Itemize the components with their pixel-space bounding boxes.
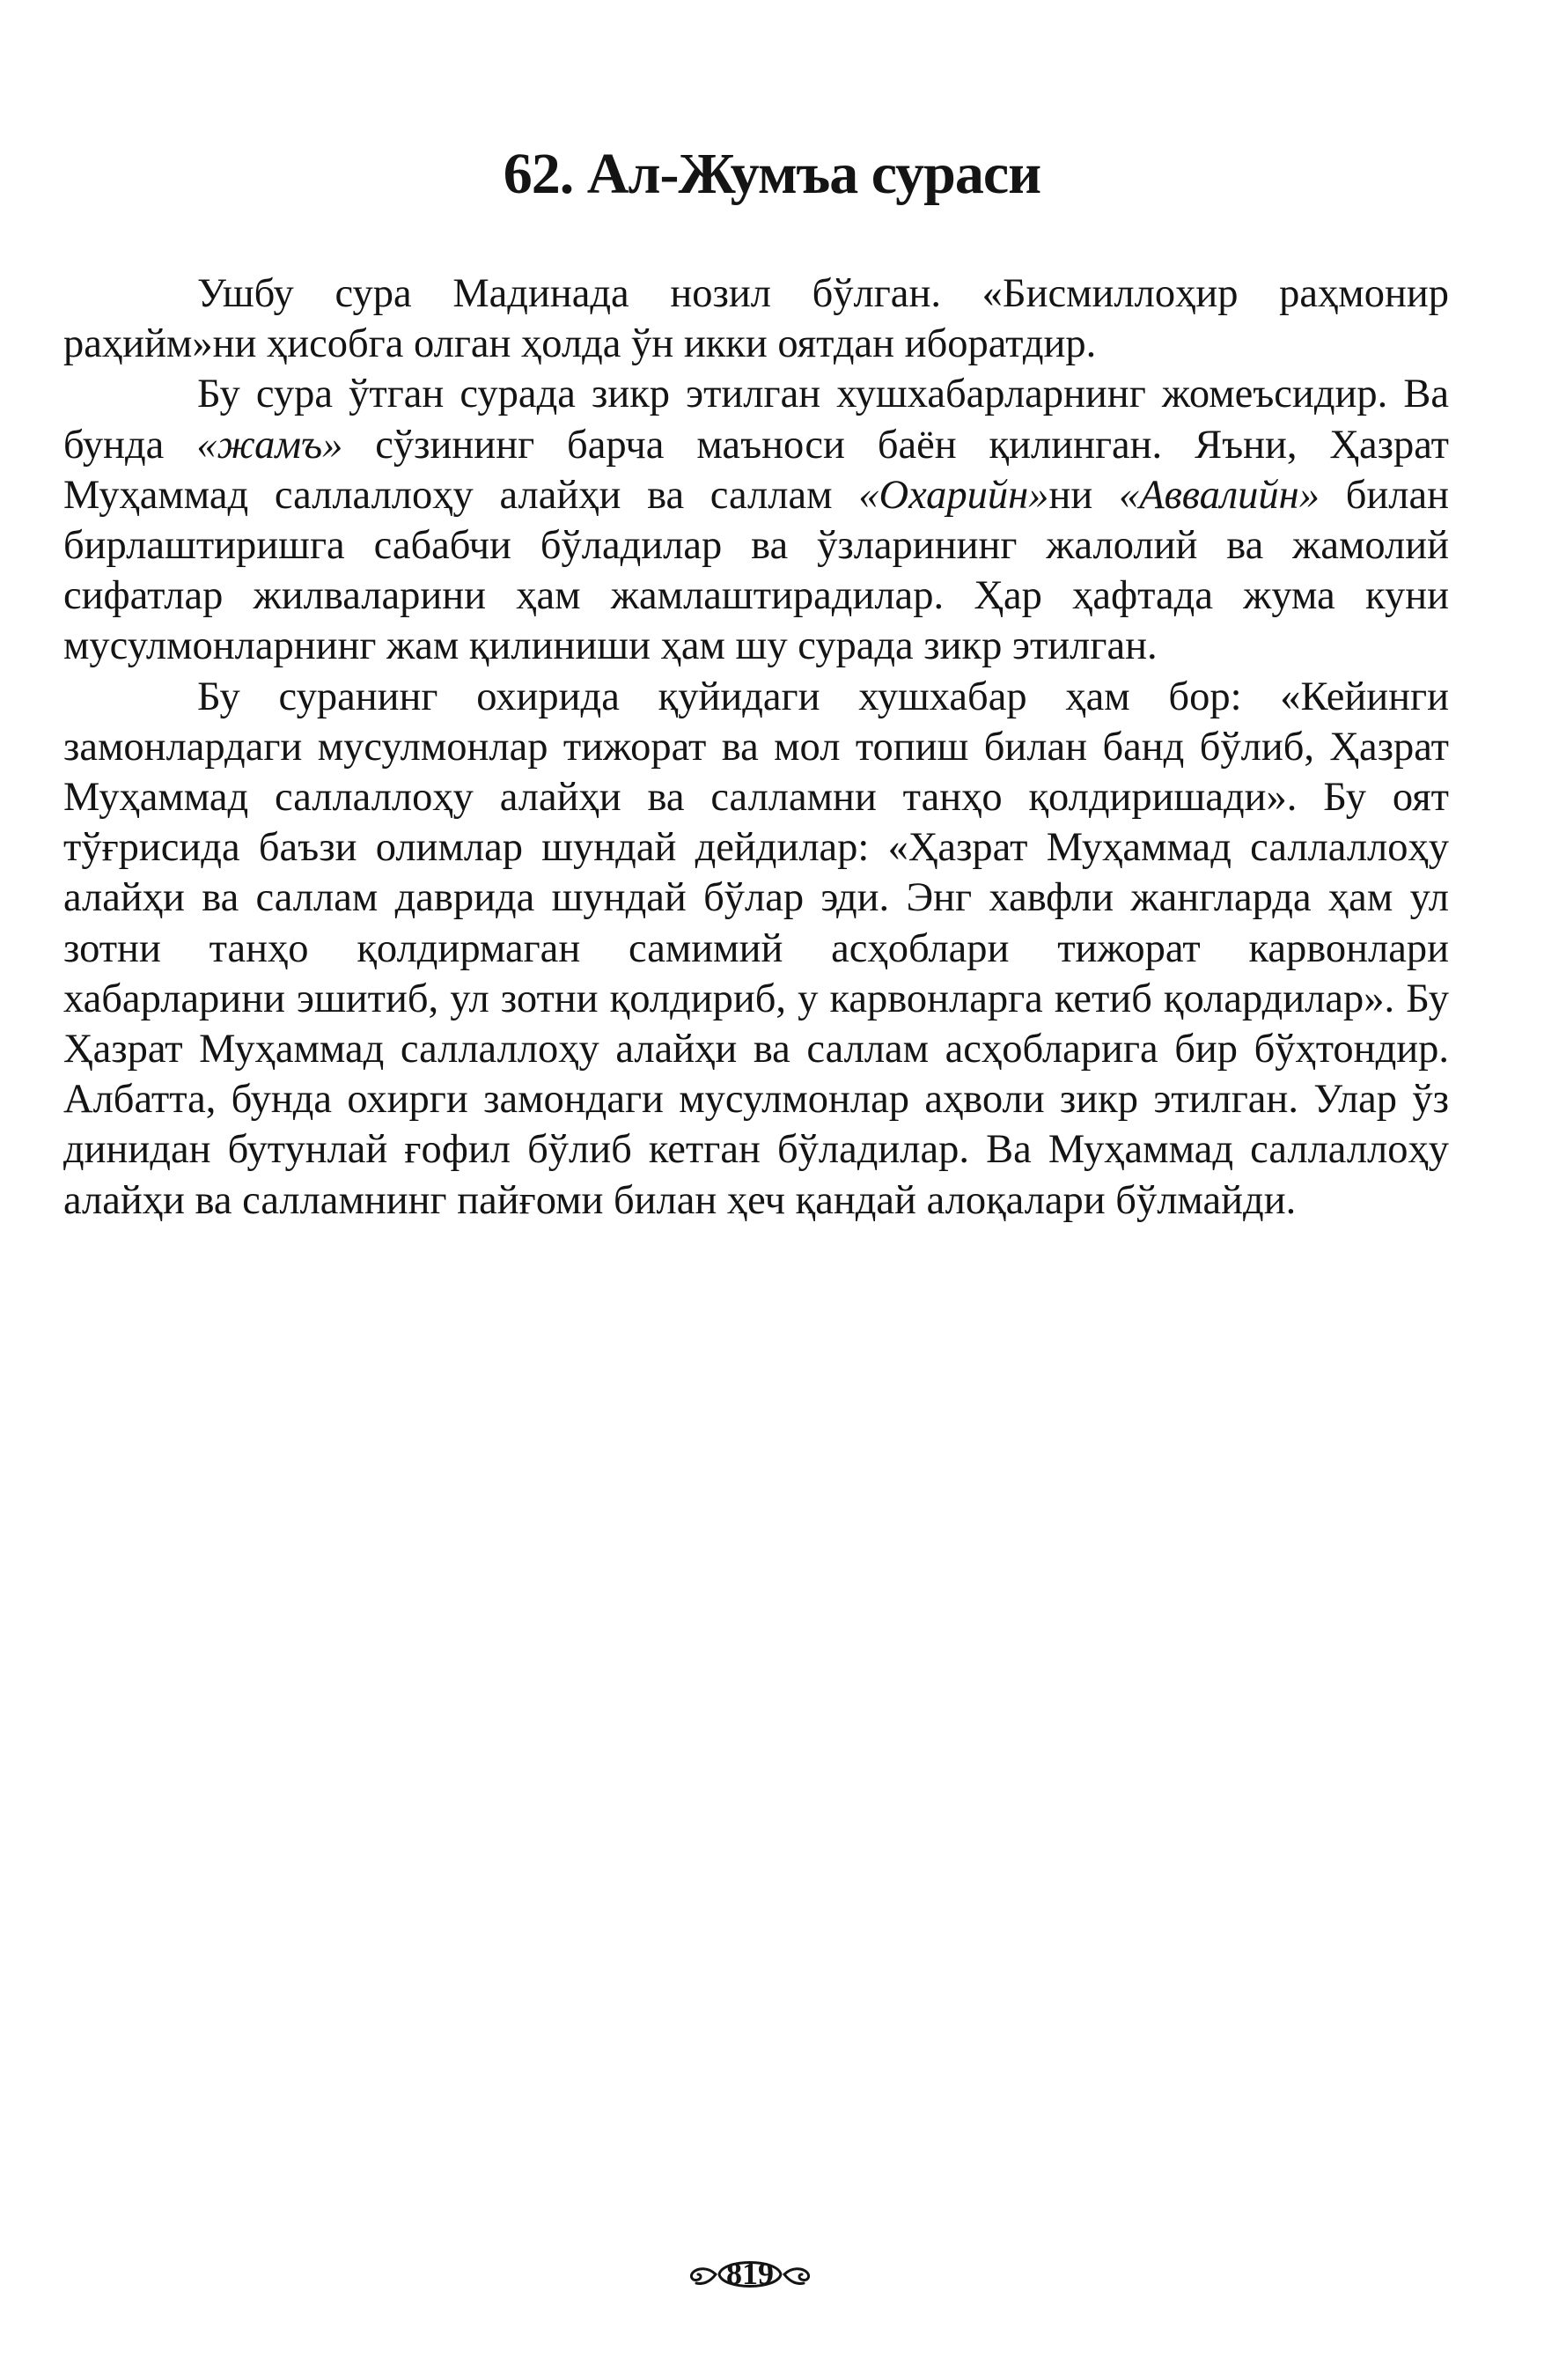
paragraph-3 (63, 672, 1449, 1226)
page-number: 819 (726, 2256, 774, 2291)
paragraph-2-text: ни (1048, 472, 1119, 518)
paragraph-1-text: Ушбу сура Мадинада нозил бўлган. «Бисмиллоҳир раҳмонир раҳийм»ни ҳисобга олган ҳолда ўн икки оятдан иборатдир. (63, 271, 1449, 367)
page-number-ornament (684, 2248, 816, 2301)
page-title: 62. Ал-Жумъа сураси (503, 142, 1041, 206)
paragraph-2-text: билан бирлаштиришга сабабчи бўладилар ва ўзларининг жалолий ва жамолий сифатлар жилваларини ҳам жамлаштирадилар. Ҳар ҳафтада жума куни мусулмонларнинг жам қилиниши ҳам шу сурада зикр этилган. (63, 472, 1449, 669)
body-text (63, 269, 1449, 1226)
italic-term-jam: «жамъ» (196, 422, 343, 468)
paragraph-2-text: сўзининг барча маъноси баён қилинган. Яъни, Ҳазрат Муҳаммад саллаллоҳу алайҳи ва саллам (63, 422, 1449, 518)
paragraph-2 (63, 369, 1449, 671)
italic-term-oxariyn: «Охарийн» (858, 472, 1049, 518)
paragraph-3-text: Бу суранинг охирида қуйидаги хушхабар ҳам бор: «Кейинги замонлардаги мусулмонлар тижорат ва мол топиш билан банд бўлиб, Ҳазрат Муҳаммад саллаллоҳу алайҳи ва салламни танҳо қолдиришади». Бу оят тўғрисида баъзи олимлар шундай дейдилар: «Ҳазрат Муҳаммад саллаллоҳу алайҳи ва саллам даврида шундай бўлар эди. Энг хавфли жангларда ҳам ул зотни танҳо қолдирмаган самимий асҳоблари тижорат карвонлари хабарларини эшитиб, ул зотни қолдириб, у карвонларга кетиб қолардилар». Бу Ҳазрат Муҳаммад саллаллоҳу алайҳи ва саллам асҳобларига бир бўҳтондир. Албатта, бунда охирги замондаги мусулмонлар аҳволи зикр этилган. Улар ўз динидан бутунлай ғофил бўлиб кетган бўладилар. Ва Муҳаммад саллаллоҳу алайҳи ва салламнинг пайғоми билан ҳеч қандай алоқалари бўлмайди. (63, 674, 1449, 1223)
italic-term-avvaliyn: «Аввалийн» (1118, 472, 1320, 518)
paragraph-2-text: Бу сура ўтган сурада зикр этилган хушхабарларнинг жомеъсидир. Ва бунда (63, 372, 1449, 468)
paragraph-1 (63, 269, 1449, 369)
